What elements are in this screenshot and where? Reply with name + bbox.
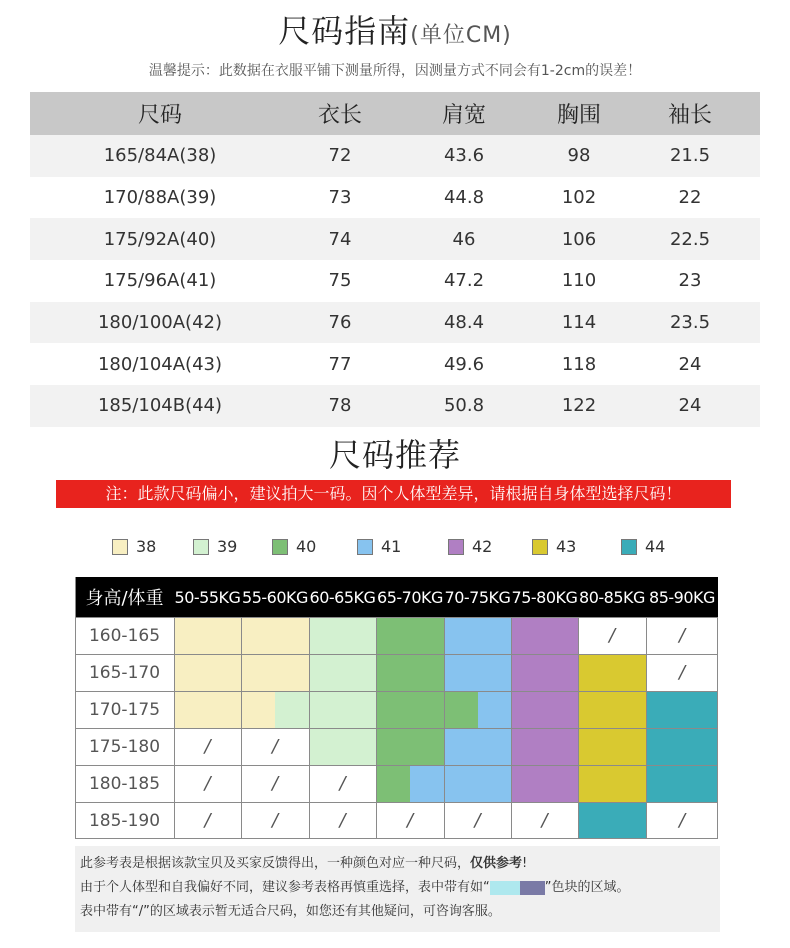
size-fill-41 xyxy=(444,654,511,691)
no-size-cell: / xyxy=(271,736,279,757)
grid-line xyxy=(241,617,242,839)
cell-sleeve: 22.5 xyxy=(620,218,760,260)
header-sleeve: 袖长 xyxy=(620,92,760,135)
size-table-header xyxy=(30,92,760,135)
cell-shoulder: 43.6 xyxy=(390,135,538,177)
legend-label: 38 xyxy=(136,537,157,556)
legend-swatch xyxy=(193,539,209,555)
cell-sleeve: 24 xyxy=(620,343,760,385)
grid-line xyxy=(75,577,76,839)
grid-line xyxy=(75,802,718,803)
cell-sleeve: 22 xyxy=(620,177,760,219)
cell-shoulder: 50.8 xyxy=(390,385,538,427)
cell-size: 175/96A(41) xyxy=(30,260,290,302)
legend-swatch xyxy=(112,539,128,555)
size-fill-38 xyxy=(241,654,309,691)
note-line-1 xyxy=(80,852,720,876)
size-fill-41 xyxy=(478,691,511,728)
header-size: 尺码 xyxy=(30,92,290,135)
grid-line xyxy=(309,617,310,839)
size-color-legend xyxy=(0,537,790,557)
size-fill-38 xyxy=(241,691,275,728)
no-size-cell: / xyxy=(204,773,211,794)
legend-swatch xyxy=(448,539,464,555)
cell-length: 74 xyxy=(290,218,390,260)
cell-length: 76 xyxy=(290,302,390,344)
note-emphasis: 仅供参考 xyxy=(470,856,523,871)
size-table xyxy=(30,92,760,427)
cell-length: 75 xyxy=(290,260,390,302)
height-label: 170-175 xyxy=(75,691,174,728)
size-guide-tip: 温馨提示：此数据在衣服平铺下测量所得，因测量方式不同会有1-2cm的误差！ xyxy=(148,63,642,79)
mini-swatch-purple xyxy=(520,881,545,895)
cell-shoulder: 49.6 xyxy=(390,343,538,385)
weight-header: 80-85KG xyxy=(578,577,646,617)
cell-sleeve: 23.5 xyxy=(620,302,760,344)
cell-shoulder: 47.2 xyxy=(390,260,538,302)
grid-line xyxy=(646,617,647,839)
height-label: 165-170 xyxy=(75,654,174,691)
size-fill-41 xyxy=(444,728,511,765)
size-guide-title-text: 尺码指南 xyxy=(278,12,411,50)
cell-sleeve: 24 xyxy=(620,385,760,427)
legend-label: 42 xyxy=(472,537,493,556)
table-row xyxy=(30,385,760,427)
size-fill-38 xyxy=(174,617,241,654)
cell-chest: 122 xyxy=(538,385,620,427)
size-fill-43 xyxy=(578,654,646,691)
legend-swatch xyxy=(532,539,548,555)
size-fill-39 xyxy=(309,654,376,691)
cell-sleeve: 21.5 xyxy=(620,135,760,177)
table-row xyxy=(30,302,760,344)
no-size-cell: / xyxy=(474,810,481,831)
size-fill-39 xyxy=(275,691,309,728)
note-line-1-text: 此参考表是根据该款宝贝及买家反馈得出，一种颜色对应一种尺码， xyxy=(80,856,471,871)
weight-header: 70-75KG xyxy=(444,577,511,617)
size-fill-44 xyxy=(646,691,718,728)
size-fill-43 xyxy=(578,728,646,765)
table-row xyxy=(30,343,760,385)
note-line-2-end: ”色块的区域。 xyxy=(544,880,630,895)
size-fill-38 xyxy=(241,617,309,654)
note-line-2 xyxy=(80,876,720,900)
legend-swatch xyxy=(357,539,373,555)
legend-label: 43 xyxy=(556,537,577,556)
grid-line xyxy=(717,617,718,839)
cell-length: 78 xyxy=(290,385,390,427)
table-row xyxy=(30,218,760,260)
cell-chest: 106 xyxy=(538,218,620,260)
weight-header: 85-90KG xyxy=(646,577,718,617)
cell-shoulder: 46 xyxy=(390,218,538,260)
mini-swatch-cyan xyxy=(490,881,520,895)
height-label: 160-165 xyxy=(75,617,174,654)
header-length: 衣长 xyxy=(290,92,390,135)
table-row xyxy=(30,177,760,219)
cell-chest: 102 xyxy=(538,177,620,219)
size-guide-title xyxy=(0,6,790,52)
size-fill-40 xyxy=(444,691,478,728)
size-fill-40 xyxy=(376,617,444,654)
weight-header: 55-60KG xyxy=(241,577,309,617)
no-size-cell: / xyxy=(204,736,211,757)
cell-size: 170/88A(39) xyxy=(30,177,290,219)
cell-chest: 118 xyxy=(538,343,620,385)
legend-item-38 xyxy=(112,537,156,556)
note-line-2-text: 由于个人体型和自我偏好不同，建议参考表格再慎重选择，表中带有如“ xyxy=(80,880,490,895)
legend-label: 41 xyxy=(381,537,402,556)
cell-length: 77 xyxy=(290,343,390,385)
size-fill-42 xyxy=(511,654,578,691)
size-fill-39 xyxy=(309,691,376,728)
legend-label: 44 xyxy=(645,537,666,556)
grid-line xyxy=(75,691,718,692)
cell-length: 72 xyxy=(290,135,390,177)
table-row xyxy=(30,260,760,302)
size-fill-39 xyxy=(309,728,376,765)
grid-line xyxy=(75,654,718,655)
no-size-cell: / xyxy=(271,773,279,794)
cell-size: 175/92A(40) xyxy=(30,218,290,260)
height-label: 180-185 xyxy=(75,765,174,802)
size-fill-40 xyxy=(376,728,444,765)
cell-shoulder: 48.4 xyxy=(390,302,538,344)
size-fill-42 xyxy=(511,728,578,765)
size-fill-41 xyxy=(444,617,511,654)
height-label: 175-180 xyxy=(75,728,174,765)
cell-length: 73 xyxy=(290,177,390,219)
weight-header: 50-55KG xyxy=(174,577,241,617)
size-guide-unit: (单位CM) xyxy=(410,23,512,48)
grid-line xyxy=(75,765,718,766)
size-fill-43 xyxy=(578,765,646,802)
cell-size: 165/84A(38) xyxy=(30,135,290,177)
size-fill-43 xyxy=(578,691,646,728)
size-fill-39 xyxy=(309,617,376,654)
legend-swatch xyxy=(621,539,637,555)
size-recommend-title: 尺码推荐 xyxy=(328,436,461,474)
no-size-cell: / xyxy=(608,625,616,646)
legend-swatch xyxy=(272,539,288,555)
weight-header: 65-70KG xyxy=(376,577,444,617)
size-fill-44 xyxy=(646,728,718,765)
height-label: 185-190 xyxy=(75,802,174,839)
size-fill-40 xyxy=(376,691,444,728)
grid-line xyxy=(578,617,579,839)
grid-line xyxy=(376,617,377,839)
no-size-cell: / xyxy=(271,810,279,831)
cell-chest: 98 xyxy=(538,135,620,177)
reference-note xyxy=(75,846,720,932)
grid-line xyxy=(75,838,718,839)
legend-item-43 xyxy=(532,537,576,556)
note-exclaim: ! xyxy=(522,856,528,871)
legend-item-40 xyxy=(272,537,316,556)
no-size-cell: / xyxy=(339,810,346,831)
no-size-cell: / xyxy=(678,810,686,831)
no-size-cell: / xyxy=(339,773,346,794)
legend-item-42 xyxy=(448,537,492,556)
cell-size: 180/104A(43) xyxy=(30,343,290,385)
size-fill-42 xyxy=(511,617,578,654)
size-notice-banner: 注：此款尺码偏小，建议拍大一码。因个人体型差异，请根据自身体型选择尺码！ xyxy=(56,480,731,508)
size-fill-38 xyxy=(174,654,241,691)
size-fill-38 xyxy=(174,691,241,728)
grid-line xyxy=(75,728,718,729)
weight-header: 60-65KG xyxy=(309,577,376,617)
weight-header: 75-80KG xyxy=(511,577,578,617)
cell-chest: 110 xyxy=(538,260,620,302)
size-recommend-grid xyxy=(75,577,718,839)
no-size-cell: / xyxy=(406,810,414,831)
size-fill-41 xyxy=(410,765,444,802)
grid-line xyxy=(511,617,512,839)
no-size-cell: / xyxy=(541,810,548,831)
cell-size: 185/104B(44) xyxy=(30,385,290,427)
legend-item-44 xyxy=(621,537,665,556)
grid-corner-header: 身高/体重 xyxy=(75,577,174,617)
note-line-3: 表中带有“/”的区域表示暂无适合尺码，如您还有其他疑问，可咨询客服。 xyxy=(80,904,501,919)
no-size-cell: / xyxy=(678,625,686,646)
size-fill-44 xyxy=(646,765,718,802)
legend-item-39 xyxy=(193,537,237,556)
size-fill-42 xyxy=(511,691,578,728)
header-chest: 胸围 xyxy=(538,92,620,135)
size-fill-40 xyxy=(376,765,410,802)
size-fill-40 xyxy=(376,654,444,691)
size-fill-42 xyxy=(511,765,578,802)
no-size-cell: / xyxy=(678,662,686,683)
legend-label: 39 xyxy=(217,537,238,556)
cell-shoulder: 44.8 xyxy=(390,177,538,219)
table-row xyxy=(30,135,760,177)
size-fill-44 xyxy=(578,802,646,839)
grid-line xyxy=(75,617,718,618)
grid-line xyxy=(174,617,175,839)
cell-size: 180/100A(42) xyxy=(30,302,290,344)
no-size-cell: / xyxy=(204,810,211,831)
grid-line xyxy=(444,617,445,839)
legend-label: 40 xyxy=(296,537,317,556)
legend-item-41 xyxy=(357,537,401,556)
cell-sleeve: 23 xyxy=(620,260,760,302)
size-fill-41 xyxy=(444,765,511,802)
header-shoulder: 肩宽 xyxy=(390,92,538,135)
cell-chest: 114 xyxy=(538,302,620,344)
